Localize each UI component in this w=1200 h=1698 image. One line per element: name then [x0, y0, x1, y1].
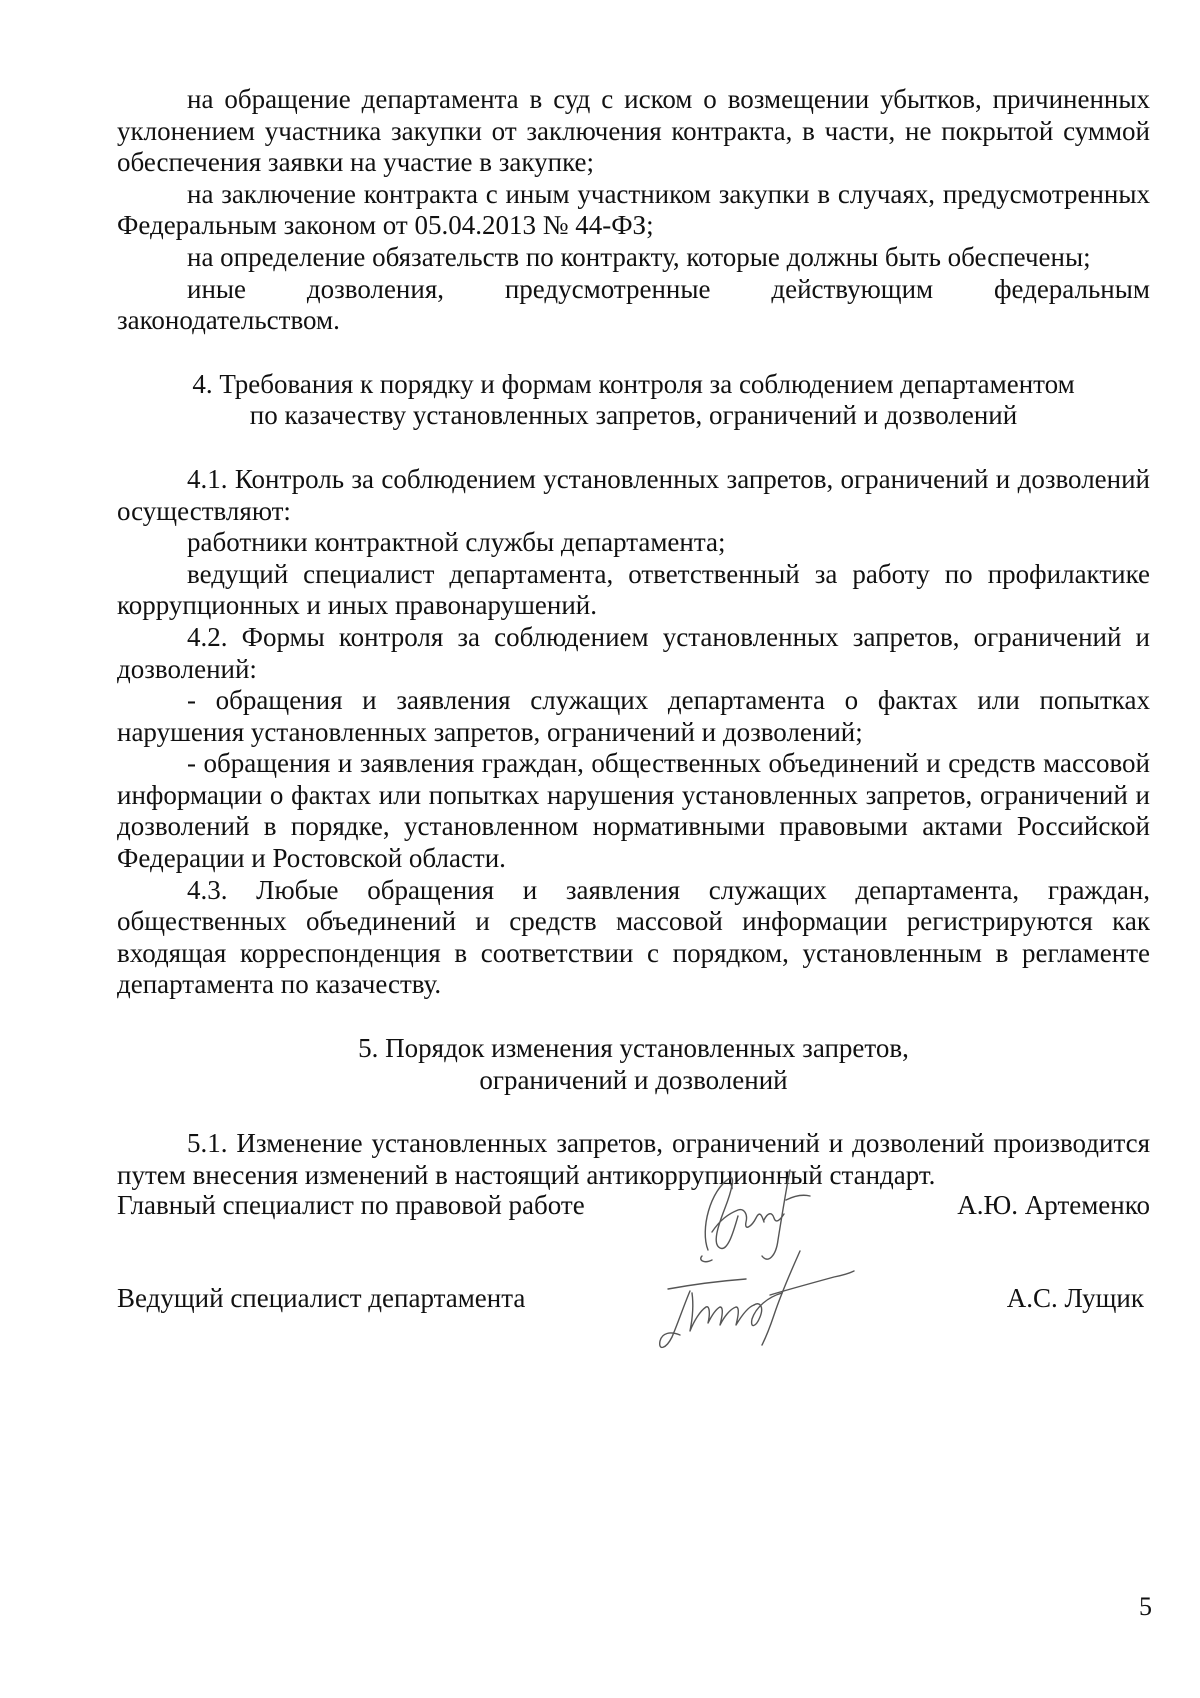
section-4-heading-line-2: по казачеству установленных запретов, ограничений и дозволений [249, 400, 1018, 431]
section-4-heading-line-1: 4. Требования к порядку и формам контроля за соблюдением департаментом [192, 368, 1075, 399]
paragraph-5-1: 5.1. Изменение установленных запретов, ограничений и дозволений производится путем внесения изменений в настоящий антикоррупционный стандарт. [117, 1128, 1150, 1190]
paragraph-other-permissions: иные дозволения, предусмотренные действующим федеральным законодательством. [117, 273, 1150, 336]
signature-row-chief-specialist [117, 1190, 1150, 1230]
paragraph-court-claim: на обращение департамента в суд с иском о возмещении убытков, причиненных уклонением участника закупки от заключения контракта, в части, не покрытой суммой обеспечения заявки на участие в закупке; [117, 84, 1150, 178]
signature-row-lead-specialist [117, 1283, 1150, 1323]
paragraph-4-3: 4.3. Любые обращения и заявления служащих департамента, граждан, общественных объединений и средств массовой информации регистрируются как входящая корреспонденция в соответствии с порядком, установленным в регламенте департамента по казачеству. [117, 874, 1150, 1000]
handwritten-signature-2 [650, 1245, 860, 1365]
paragraph-employee-appeals: - обращения и заявления служащих департамента о фактах или попытках нарушения установленных запретов, ограничений и дозволений; [117, 685, 1150, 747]
document-body [117, 84, 1150, 1191]
paragraph-contract-other-participant: на заключение контракта с иным участником закупки в случаях, предусмотренных Федеральным законом от 05.04.2013 № 44-ФЗ; [117, 178, 1150, 241]
signature-block [117, 1190, 1150, 1350]
paragraph-4-1: 4.1. Контроль за соблюдением установленных запретов, ограничений и дозволений осуществляют: [117, 463, 1150, 526]
paragraph-contract-obligations: на определение обязательств по контракту, которые должны быть обеспечены; [187, 241, 1091, 272]
section-5-heading-line-1: 5. Порядок изменения установленных запретов, [358, 1033, 909, 1064]
page-number: 5 [1139, 1592, 1152, 1621]
signatory-position: Главный специалист по правовой работе [117, 1190, 585, 1220]
paragraph-citizen-appeals: - обращения и заявления граждан, общественных объединений и средств массовой информации о фактах или попытках нарушения установленных запретов, ограничений и дозволений в порядке, установленном нормативными правовыми актами Российской Федерации и Ростовской области. [117, 748, 1150, 874]
paragraph-lead-specialist: ведущий специалист департамента, ответственный за работу по профилактике коррупционных и иных правонарушений. [117, 558, 1150, 621]
section-5-heading-line-2: ограничений и дозволений [479, 1064, 788, 1095]
paragraph-contract-service: работники контрактной службы департамента; [187, 527, 726, 558]
signatory-name: А.С. Лущик [1006, 1283, 1144, 1313]
signatory-name: А.Ю. Артеменко [957, 1190, 1150, 1220]
paragraph-4-2: 4.2. Формы контроля за соблюдением установленных запретов, ограничений и дозволений: [117, 621, 1150, 684]
signatory-position: Ведущий специалист департамента [117, 1283, 526, 1313]
